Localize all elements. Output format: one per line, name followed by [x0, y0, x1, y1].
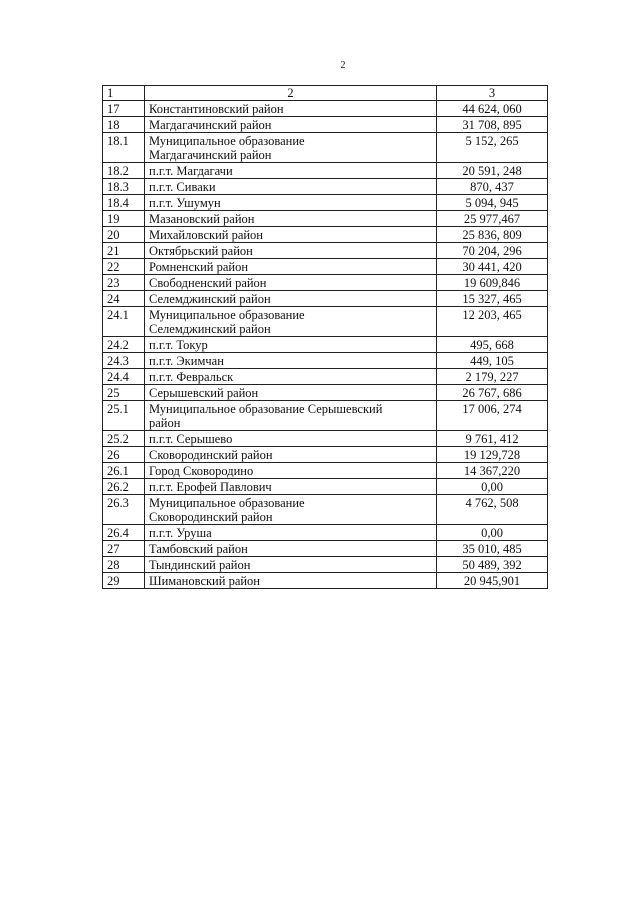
row-amount: 4 762, 508	[437, 495, 548, 525]
row-number: 25.1	[103, 401, 145, 431]
row-name: Константиновский район	[145, 101, 437, 117]
row-number: 26.2	[103, 479, 145, 495]
row-name: Тындинский район	[145, 557, 437, 573]
row-number: 28	[103, 557, 145, 573]
row-name: Муниципальное образование Сковородинский район	[145, 495, 437, 525]
row-name: Ромненский район	[145, 259, 437, 275]
row-number: 25.2	[103, 431, 145, 447]
table-row	[103, 291, 548, 307]
row-amount: 2 179, 227	[437, 369, 548, 385]
table-body	[103, 86, 548, 589]
table-row	[103, 353, 548, 369]
page-number: 2	[340, 60, 346, 71]
table-row	[103, 133, 548, 163]
row-name: Город Сковородино	[145, 463, 437, 479]
row-name: Сковородинский район	[145, 447, 437, 463]
table-row	[103, 447, 548, 463]
row-name: п.г.т. Токур	[145, 337, 437, 353]
table-row	[103, 227, 548, 243]
row-name: Октябрьский район	[145, 243, 437, 259]
table-row	[103, 259, 548, 275]
table-row	[103, 337, 548, 353]
row-amount: 50 489, 392	[437, 557, 548, 573]
row-amount: 70 204, 296	[437, 243, 548, 259]
row-name: Свободненский район	[145, 275, 437, 291]
row-name: п.г.т. Экимчан	[145, 353, 437, 369]
header-col-3: 3	[437, 86, 548, 101]
table-row	[103, 179, 548, 195]
row-amount: 35 010, 485	[437, 541, 548, 557]
row-name: п.г.т. Серышево	[145, 431, 437, 447]
row-number: 18.3	[103, 179, 145, 195]
row-name: Мазановский район	[145, 211, 437, 227]
row-number: 24.4	[103, 369, 145, 385]
row-amount: 495, 668	[437, 337, 548, 353]
row-name: Селемджинский район	[145, 291, 437, 307]
row-name: Шимановский район	[145, 573, 437, 589]
row-number: 26.1	[103, 463, 145, 479]
row-amount: 14 367,220	[437, 463, 548, 479]
row-amount: 9 761, 412	[437, 431, 548, 447]
row-name: п.г.т. Магдагачи	[145, 163, 437, 179]
table-row	[103, 385, 548, 401]
row-number: 24.2	[103, 337, 145, 353]
row-number: 23	[103, 275, 145, 291]
row-number: 20	[103, 227, 145, 243]
table-row	[103, 275, 548, 291]
row-name: п.г.т. Ушумун	[145, 195, 437, 211]
row-name: Серышевский район	[145, 385, 437, 401]
row-name: Магдагачинский район	[145, 117, 437, 133]
table-row	[103, 557, 548, 573]
row-amount: 5 152, 265	[437, 133, 548, 163]
row-amount: 0,00	[437, 525, 548, 541]
row-amount: 17 006, 274	[437, 401, 548, 431]
table-row	[103, 163, 548, 179]
row-number: 18.4	[103, 195, 145, 211]
row-name: п.г.т. Февральск	[145, 369, 437, 385]
row-amount: 5 094, 945	[437, 195, 548, 211]
table-row	[103, 541, 548, 557]
table-row	[103, 195, 548, 211]
row-amount: 449, 105	[437, 353, 548, 369]
table-row	[103, 117, 548, 133]
row-amount: 25 836, 809	[437, 227, 548, 243]
data-table	[102, 85, 548, 589]
row-name: Михайловский район	[145, 227, 437, 243]
table-row	[103, 307, 548, 337]
row-amount: 25 977,467	[437, 211, 548, 227]
row-name: п.г.т. Сиваки	[145, 179, 437, 195]
header-col-2: 2	[145, 86, 437, 101]
table-row	[103, 101, 548, 117]
row-amount: 30 441, 420	[437, 259, 548, 275]
row-name: п.г.т. Ерофей Павлович	[145, 479, 437, 495]
row-number: 26.3	[103, 495, 145, 525]
row-amount: 31 708, 895	[437, 117, 548, 133]
table-header-row	[103, 86, 548, 101]
table-row	[103, 431, 548, 447]
row-number: 24	[103, 291, 145, 307]
row-amount: 26 767, 686	[437, 385, 548, 401]
row-number: 17	[103, 101, 145, 117]
row-amount: 19 129,728	[437, 447, 548, 463]
row-number: 19	[103, 211, 145, 227]
row-amount: 15 327, 465	[437, 291, 548, 307]
row-number: 18.2	[103, 163, 145, 179]
row-number: 22	[103, 259, 145, 275]
table-row	[103, 495, 548, 525]
row-amount: 0,00	[437, 479, 548, 495]
row-number: 26	[103, 447, 145, 463]
row-amount: 44 624, 060	[437, 101, 548, 117]
table-row	[103, 401, 548, 431]
row-amount: 19 609,846	[437, 275, 548, 291]
table-row	[103, 463, 548, 479]
table-row	[103, 369, 548, 385]
row-amount: 12 203, 465	[437, 307, 548, 337]
row-number: 18	[103, 117, 145, 133]
row-name: Тамбовский район	[145, 541, 437, 557]
row-name: Муниципальное образование Серышевский район	[145, 401, 437, 431]
row-number: 25	[103, 385, 145, 401]
row-amount: 20 945,901	[437, 573, 548, 589]
row-number: 21	[103, 243, 145, 259]
row-amount: 870, 437	[437, 179, 548, 195]
row-number: 27	[103, 541, 145, 557]
row-name: Муниципальное образование Магдагачинский район	[145, 133, 437, 163]
table-row	[103, 525, 548, 541]
row-number: 26.4	[103, 525, 145, 541]
row-name: Муниципальное образование Селемджинский район	[145, 307, 437, 337]
row-number: 24.1	[103, 307, 145, 337]
table-row	[103, 211, 548, 227]
table-row	[103, 243, 548, 259]
row-number: 24.3	[103, 353, 145, 369]
header-col-1: 1	[103, 86, 145, 101]
table-row	[103, 573, 548, 589]
row-number: 18.1	[103, 133, 145, 163]
row-amount: 20 591, 248	[437, 163, 548, 179]
row-number: 29	[103, 573, 145, 589]
row-name: п.г.т. Уруша	[145, 525, 437, 541]
table-row	[103, 479, 548, 495]
